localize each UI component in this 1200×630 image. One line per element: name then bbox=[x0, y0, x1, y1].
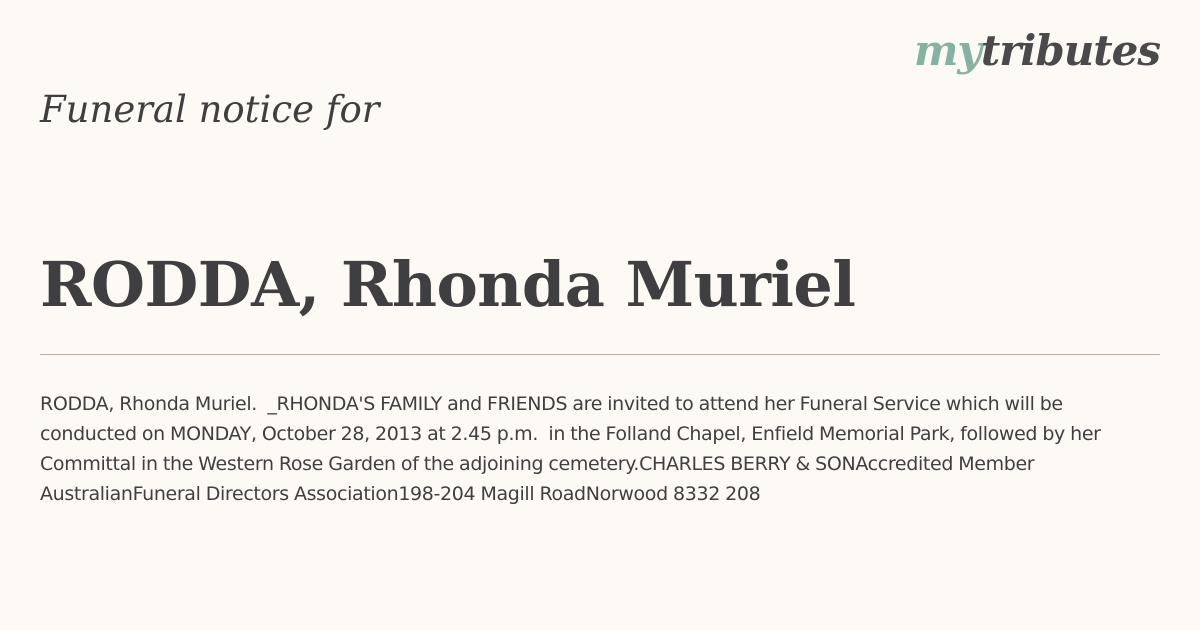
notice-text: RODDA, Rhonda Muriel. _RHONDA'S FAMILY and FRIENDS are invited to attend her Funeral Service which will be conducted on MONDAY, October 28, 2013 at 2.45 p.m. in the Folland Chapel, Enfield Memorial Park, followed by her Committal in the Western Rose Garden of the adjoining cemetery.CHARLES BERRY & SONAccredited Member AustralianFuneral Directors Association198-204 Magill RoadNorwood 8332 208 bbox=[40, 393, 1106, 505]
notice-kicker: Funeral notice for bbox=[40, 88, 380, 131]
deceased-name: RODDA, Rhonda Muriel bbox=[40, 247, 856, 321]
logo-my: my bbox=[913, 26, 981, 75]
divider bbox=[40, 354, 1160, 355]
mytributes-logo[interactable] bbox=[913, 26, 1160, 75]
logo-tributes: tributes bbox=[980, 26, 1160, 75]
